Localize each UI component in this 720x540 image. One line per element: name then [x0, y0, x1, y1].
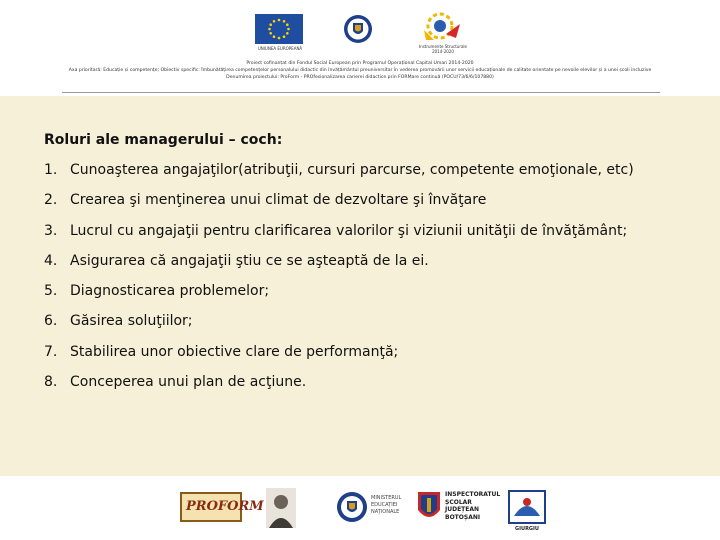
giurgiu-caption: GIURGIU — [515, 526, 539, 532]
list-number: 7. — [44, 343, 58, 360]
list-text: Diagnosticarea problemelor; — [70, 283, 270, 300]
proform-logo-icon — [180, 492, 264, 522]
list-item — [44, 283, 634, 313]
list-item — [44, 313, 634, 343]
list-text: Asigurarea că angajaţii ştiu ce se aşteaptă de la ei. — [70, 252, 429, 269]
project-line: Denumirea proiectului: ProForm - PROfesionalizarea carierei didactice prin FORMare continuă (POCU/73/6/6/107880) — [226, 75, 494, 80]
list-item — [44, 192, 634, 222]
isj-crest-icon — [416, 490, 442, 524]
list-number: 6. — [44, 313, 58, 330]
list-number: 4. — [44, 252, 58, 269]
list-text: Crearea şi menţinerea unui climat de dezvoltare şi învăţare — [70, 192, 487, 209]
list-number: 8. — [44, 374, 58, 391]
list-text: Cunoaşterea angajaţilor(atribuţii, cursuri parcurse, competente emoţionale, etc) — [70, 162, 634, 178]
ministry-seal-icon — [336, 490, 368, 524]
list-item — [44, 253, 634, 283]
list-item — [44, 223, 634, 253]
isj-caption: INSPECTORATUL ȘCOLAR JUDEȚEAN BOTOȘANI — [445, 491, 501, 521]
list-text: Lucrul cu angajaţii pentru clarificarea valorilor şi viziunii unităţii de învăţământ; — [70, 222, 628, 239]
portrait-icon — [266, 488, 296, 528]
list-item — [44, 162, 634, 192]
slide-heading: Roluri ale managerului – coch: — [44, 132, 283, 148]
romanian-government-seal-icon — [343, 12, 373, 46]
list-text: Conceperea unui plan de acţiune. — [70, 374, 307, 391]
header-logos-bar — [0, 0, 720, 96]
program-caption: Instrumente Structurale 2014-2020 — [419, 44, 467, 54]
list-item — [44, 374, 634, 404]
giurgiu-logo-icon — [508, 490, 546, 524]
content-panel — [0, 96, 720, 476]
proform-logo-text: PROFORM — [186, 499, 264, 514]
list-item — [44, 344, 634, 374]
project-info — [60, 60, 660, 81]
ministry-caption: MINISTERUL EDUCAȚIEI NAȚIONALE — [371, 495, 402, 515]
list-text: Găsirea soluţiilor; — [70, 313, 193, 330]
list-number: 3. — [44, 222, 58, 239]
eu-flag-icon — [255, 14, 303, 44]
list-number: 5. — [44, 283, 58, 300]
structural-instruments-logo-icon — [420, 10, 464, 44]
header-divider — [62, 92, 660, 93]
roles-list — [44, 162, 634, 404]
footer-logos-bar — [0, 476, 720, 540]
list-number: 1. — [44, 162, 58, 178]
project-line: Axa prioritară: Educație și competențe; Obiectiv specific: Îmbunătățirea competențelor personalului didactic din învățământul preuniversitar în vederea promovării unor servicii educaționale de calitate orientate pe nevoile elevilor și a unei școli incluzive — [68, 68, 652, 73]
list-text: Stabilirea unor obiective clare de performanţă; — [70, 343, 399, 360]
list-number: 2. — [44, 192, 58, 209]
project-line: Proiect cofinanțat din Fondul Social European prin Programul Operațional Capital Uman 2014-2020 — [246, 61, 474, 66]
eu-caption: UNIUNEA EUROPEANĂ — [257, 46, 303, 51]
